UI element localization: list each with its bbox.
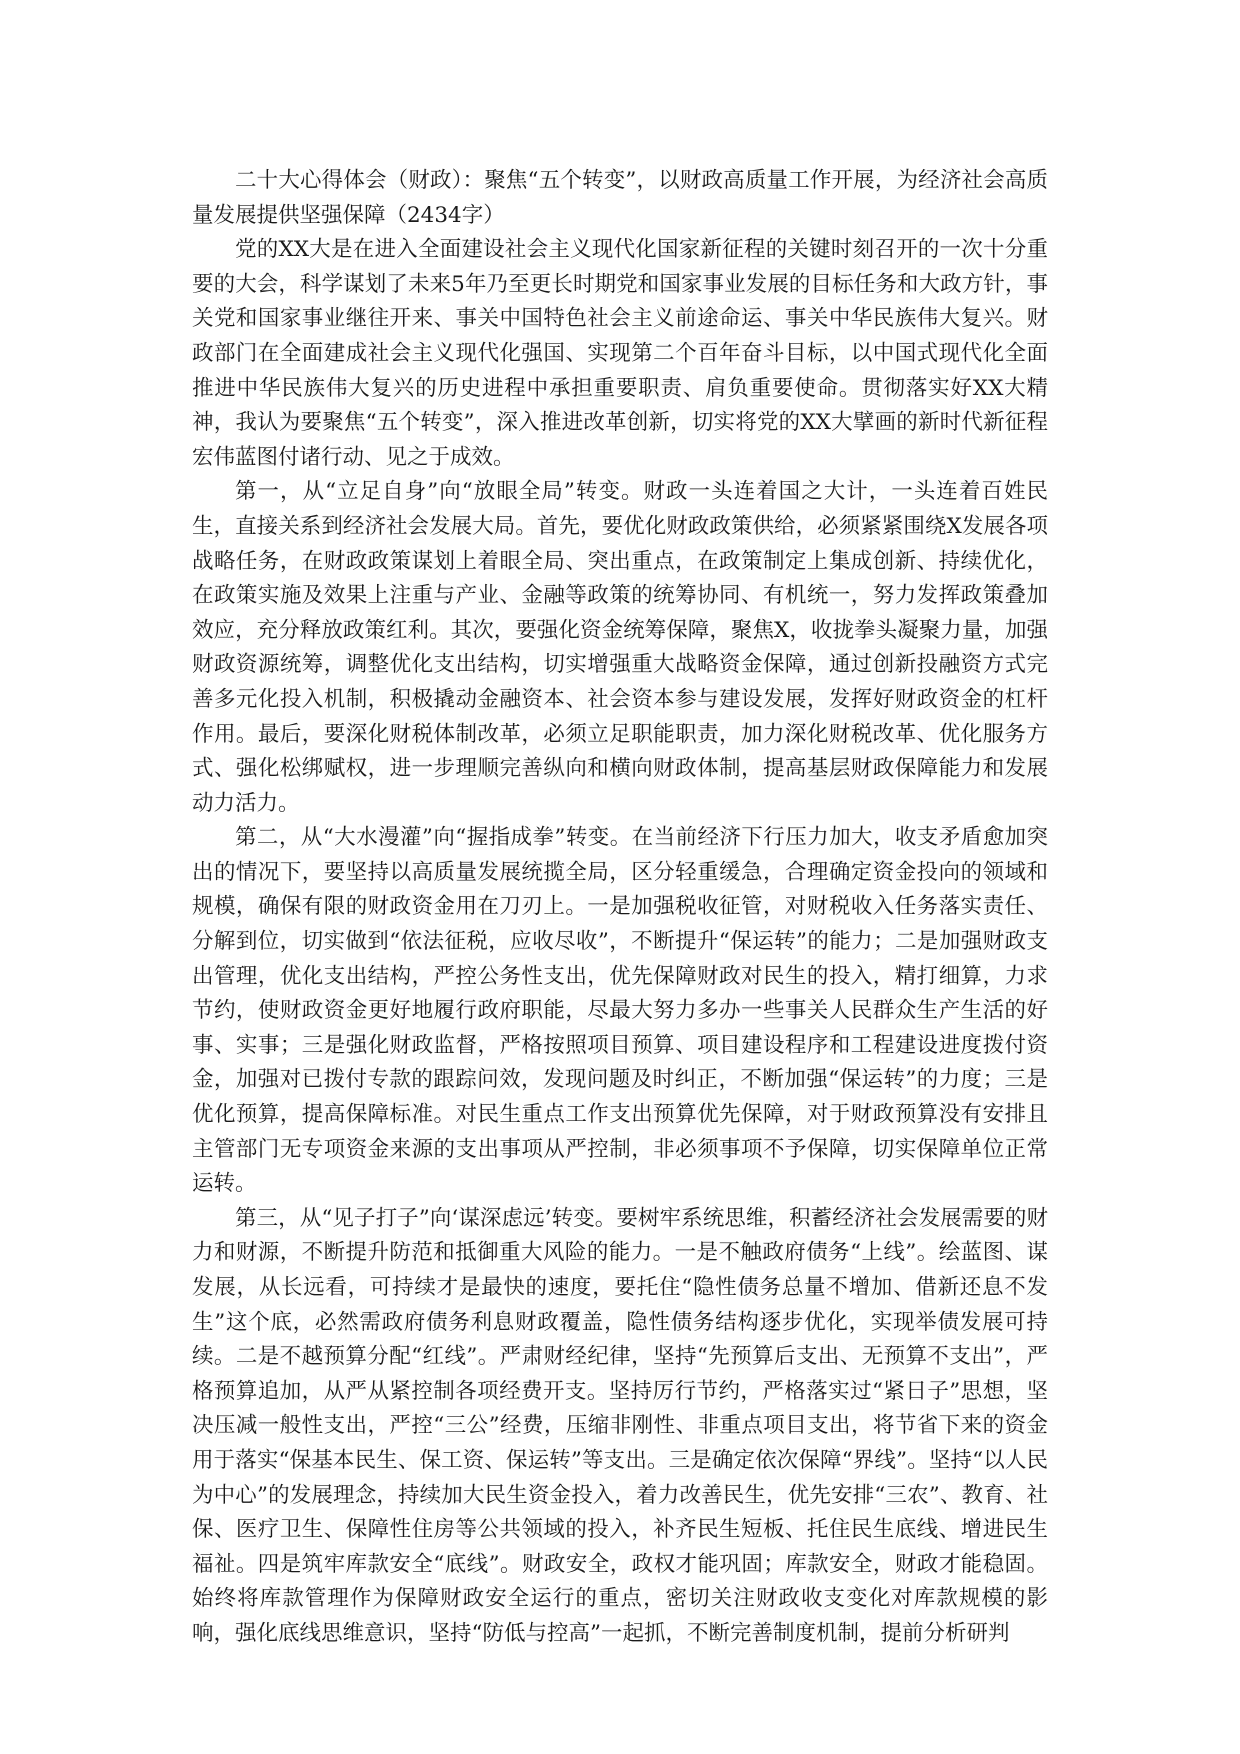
- paragraph-third-shift: 第三，从“见子打子”向‘谋深虑远’转变。要树牢系统思维，积蓄经济社会发展需要的财力和财源，不断提升防范和抵御重大风险的能力。一是不触政府债务“上线”。绘蓝图、谋发展，从长远看，可持续才是最快的速度，要托住“隐性债务总量不增加、借新还息不发生”这个底，必然需政府债务利息财政覆盖，隐性债务结构逐步优化，实现举债发展可持续。二是不越预算分配“红线”。严肃财经纪律，坚持“先预算后支出、无预算不支出”，严格预算追加，从严从紧控制各项经费开支。坚持厉行节约，严格落实过“紧日子”思想，坚决压减一般性支出，严控“三公”经费，压缩非刚性、非重点项目支出，将节省下来的资金用于落实“保基本民生、保工资、保运转”等支出。三是确定依次保障“界线”。坚持“以人民为中心”的发展理念，持续加大民生资金投入，着力改善民生，优先安排“三农”、教育、社保、医疗卫生、保障性住房等公共领域的投入，补齐民生短板、托住民生底线、增进民生福祉。四是筑牢库款安全“底线”。财政安全，政权才能巩固；库款安全，财政才能稳固。始终将库款管理作为保障财政安全运行的重点，密切关注财政收支变化对库款规模的影响，强化底线思维意识，坚持“防低与控高”一起抓，不断完善制度机制，提前分析研判: [192, 1205, 1048, 1646]
- paragraph-second-shift: 第二，从“大水漫灌”向“握指成拳”转变。在当前经济下行压力加大，收支矛盾愈加突出的情况下，要坚持以高质量发展统揽全局，区分轻重缓急，合理确定资金投向的领域和规模，确保有限的财政资金用在刀刃上。一是加强税收征管，对财税收入任务落实责任、分解到位，切实做到“依法征税，应收尽收”，不断提升“保运转”的能力；二是加强财政支出管理，优化支出结构，严控公务性支出，优先保障财政对民生的投入，精打细算，力求节约，使财政资金更好地履行政府职能，尽最大努力多办一些事关人民群众生产生活的好事、实事；三是强化财政监督，严格按照项目预算、项目建设程序和工程建设进度拨付资金，加强对已拨付专款的跟踪问效，发现问题及时纠正，不断加强“保运转”的力度；三是优化预算，提高保障标准。对民生重点工作支出预算优先保障，对于财政预算没有安排且主管部门无专项资金来源的支出事项从严控制，非必须事项不予保障，切实保障单位正常运转。: [192, 825, 1048, 1197]
- document-body: [192, 164, 1048, 1652]
- document-title: 二十大心得体会（财政）：聚焦“五个转变”，以财政高质量工作开展，为经济社会高质量发展提供坚强保障（2434字）: [192, 168, 1048, 228]
- paragraph-intro: 党的XX大是在进入全面建设社会主义现代化国家新征程的关键时刻召开的一次十分重要的大会，科学谋划了未来5年乃至更长时期党和国家事业发展的目标任务和大政方针，事关党和国家事业继往开来、事关中国特色社会主义前途命运、事关中华民族伟大复兴。财政部门在全面建成社会主义现代化强国、实现第二个百年奋斗目标，以中国式现代化全面推进中华民族伟大复兴的历史进程中承担重要职责、肩负重要使命。贯彻落实好XX大精神，我认为要聚焦“五个转变”，深入推进改革创新，切实将党的XX大擘画的新时代新征程宏伟蓝图付诸行动、见之于成效。: [192, 237, 1048, 470]
- paragraph-first-shift: 第一，从“立足自身”向“放眼全局”转变。财政一头连着国之大计，一头连着百姓民生，直接关系到经济社会发展大局。首先，要优化财政政策供给，必须紧紧围绕X发展各项战略任务，在财政政策谋划上着眼全局、突出重点，在政策制定上集成创新、持续优化，在政策实施及效果上注重与产业、金融等政策的统筹协同、有机统一，努力发挥政策叠加效应，充分释放政策红利。其次，要强化资金统筹保障，聚焦X，收拢拳头凝聚力量，加强财政资源统筹，调整优化支出结构，切实增强重大战略资金保障，通过创新投融资方式完善多元化投入机制，积极撬动金融资本、社会资本参与建设发展，发挥好财政资金的杠杆作用。最后，要深化财税体制改革，必须立足职能职责，加力深化财税改革、优化服务方式、强化松绑赋权，进一步理顺完善纵向和横向财政体制，提高基层财政保障能力和发展动力活力。: [192, 479, 1048, 816]
